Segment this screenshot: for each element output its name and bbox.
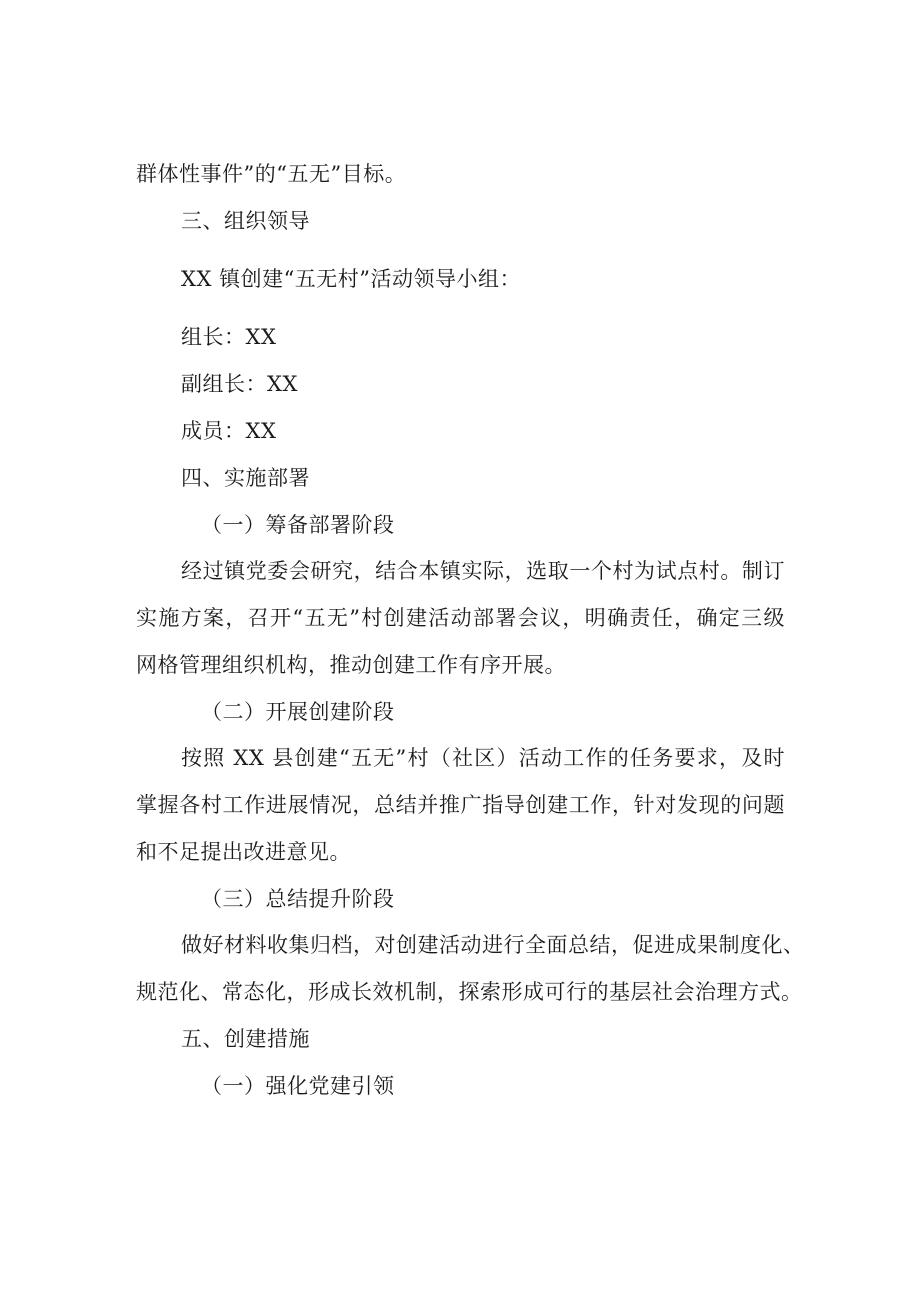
paragraph-line: 网格管理组织机构，推动创建工作有序开展。 [136,653,566,677]
paragraph-line: 群体性事件”的“五无”目标。 [136,162,407,186]
section-heading: 三、组织领导 [181,209,310,233]
paragraph-line: 规范化、常态化，形成长效机制，探索形成可行的基层社会治理方式。 [136,980,803,1004]
list-item: 成员：XX [181,419,277,443]
paragraph-line: 和不足提出改进意见。 [136,840,351,864]
section-heading: 五、创建措施 [181,1027,310,1051]
paragraph-line: 掌握各村工作进展情况，总结并推广指导创建工作，针对发现的问题 [136,793,785,817]
paragraph-line: 做好材料收集归档，对创建活动进行全面总结，促进成果制度化、 [181,933,805,957]
list-item: 副组长：XX [181,372,298,396]
paragraph-line: XX 镇创建“五无村”活动领导小组： [181,267,522,291]
subsection-heading: （一）强化党建引领 [201,1074,395,1098]
paragraph-line: 经过镇党委会研究，结合本镇实际，选取一个村为试点村。制订 [181,559,785,583]
list-item: 组长：XX [181,325,277,349]
subsection-heading: （二）开展创建阶段 [201,700,395,724]
subsection-heading: （一）筹备部署阶段 [201,513,395,537]
section-heading: 四、实施部署 [181,466,310,490]
paragraph-line: 实施方案，召开“五无”村创建活动部署会议，明确责任，确定三级 [136,606,785,630]
subsection-heading: （三）总结提升阶段 [201,887,395,911]
paragraph-line: 按照 XX 县创建“五无”村（社区）活动工作的任务要求，及时 [181,746,785,770]
